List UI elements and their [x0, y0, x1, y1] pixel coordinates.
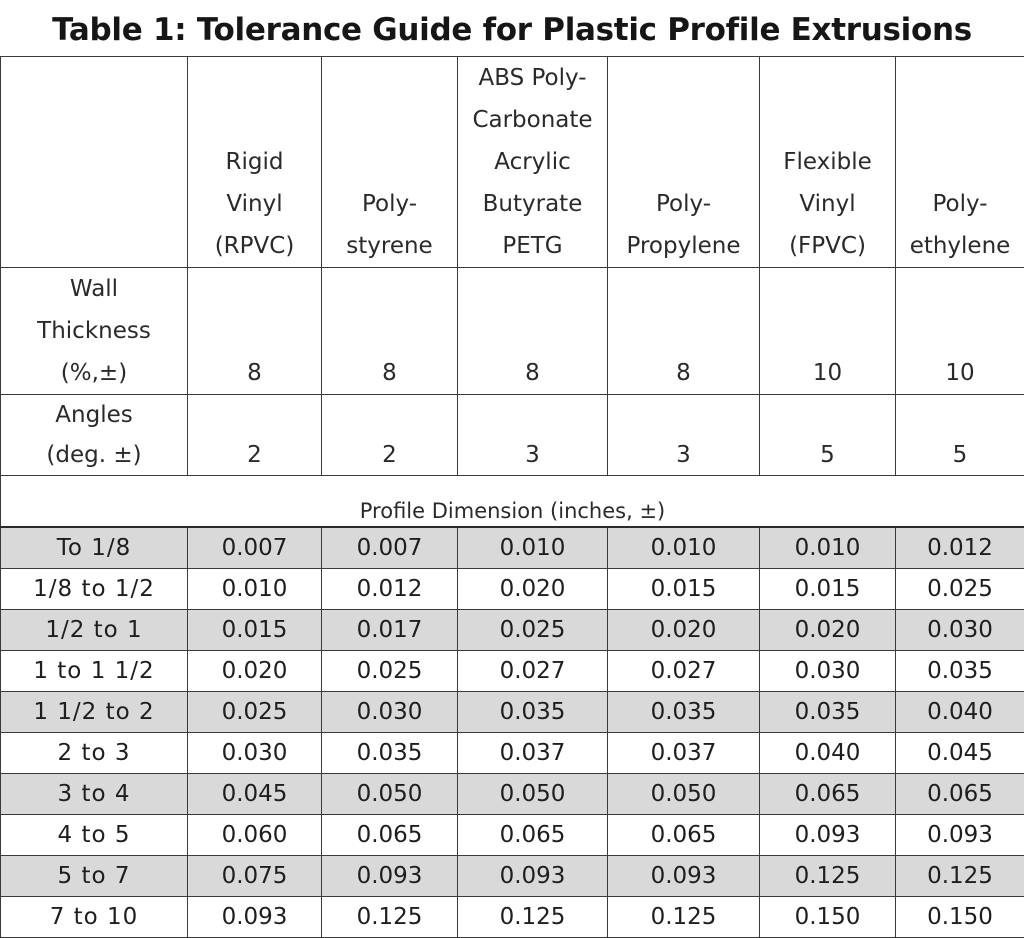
tolerance-value-cell: 0.025	[458, 610, 608, 651]
tolerance-value-cell: 0.012	[896, 527, 1024, 569]
tolerance-value-cell: 0.025	[188, 692, 322, 733]
tolerance-value-cell: 0.150	[760, 897, 896, 938]
column-header-polyethylene: Poly- ethylene	[896, 57, 1024, 268]
dimension-range-label: 5 to 7	[1, 856, 188, 897]
tolerance-value-cell: 0.125	[896, 856, 1024, 897]
table-row	[1, 527, 1024, 569]
tolerance-value-cell: 0.125	[760, 856, 896, 897]
dimension-range-label: 4 to 5	[1, 815, 188, 856]
dimension-range-label: To 1/8	[1, 527, 188, 569]
tolerance-value-cell: 0.015	[188, 610, 322, 651]
column-header-polypropylene: Poly- Propylene	[608, 57, 760, 268]
angles-value: 5	[896, 395, 1024, 476]
table-row	[1, 733, 1024, 774]
tolerance-value-cell: 0.040	[760, 733, 896, 774]
table-row	[1, 774, 1024, 815]
tolerance-value-cell: 0.125	[458, 897, 608, 938]
tolerance-value-cell: 0.093	[608, 856, 760, 897]
tolerance-value-cell: 0.045	[188, 774, 322, 815]
angles-value: 5	[760, 395, 896, 476]
tolerance-value-cell: 0.020	[608, 610, 760, 651]
tolerance-value-cell: 0.012	[322, 569, 458, 610]
column-header-flexible-vinyl: Flexible Vinyl (FPVC)	[760, 57, 896, 268]
tolerance-value-cell: 0.050	[608, 774, 760, 815]
tolerance-value-cell: 0.030	[896, 610, 1024, 651]
tolerance-value-cell: 0.035	[896, 651, 1024, 692]
tolerance-value-cell: 0.035	[458, 692, 608, 733]
tolerance-value-cell: 0.025	[322, 651, 458, 692]
tolerance-value-cell: 0.037	[608, 733, 760, 774]
tolerance-value-cell: 0.035	[760, 692, 896, 733]
tolerance-value-cell: 0.093	[188, 897, 322, 938]
tolerance-value-cell: 0.035	[608, 692, 760, 733]
tolerance-value-cell: 0.065	[458, 815, 608, 856]
tolerance-value-cell: 0.093	[458, 856, 608, 897]
dimension-range-label: 1 to 1 1/2	[1, 651, 188, 692]
tolerance-value-cell: 0.020	[458, 569, 608, 610]
tolerance-value-cell: 0.025	[896, 569, 1024, 610]
tolerance-value-cell: 0.150	[896, 897, 1024, 938]
wall-thickness-value: 10	[760, 268, 896, 395]
tolerance-value-cell: 0.040	[896, 692, 1024, 733]
column-header-abs-polycarbonate: ABS Poly- Carbonate Acrylic Butyrate PETG	[458, 57, 608, 268]
wall-thickness-label: Wall Thickness (%,±)	[1, 268, 188, 395]
wall-thickness-value: 8	[188, 268, 322, 395]
tolerance-value-cell: 0.065	[608, 815, 760, 856]
tolerance-value-cell: 0.050	[322, 774, 458, 815]
tolerance-value-cell: 0.050	[458, 774, 608, 815]
tolerance-value-cell: 0.035	[322, 733, 458, 774]
tolerance-value-cell: 0.037	[458, 733, 608, 774]
tolerance-value-cell: 0.027	[458, 651, 608, 692]
corner-header	[1, 57, 188, 268]
table-row	[1, 897, 1024, 938]
angles-value: 3	[608, 395, 760, 476]
tolerance-value-cell: 0.030	[322, 692, 458, 733]
tolerance-value-cell: 0.010	[458, 527, 608, 569]
wall-thickness-value: 10	[896, 268, 1024, 395]
dimension-range-label: 1/8 to 1/2	[1, 569, 188, 610]
table-row	[1, 692, 1024, 733]
profile-dimension-heading: Profile Dimension (inches, ±)	[1, 476, 1024, 528]
tolerance-value-cell: 0.030	[760, 651, 896, 692]
angles-label: Angles (deg. ±)	[1, 395, 188, 476]
wall-thickness-row	[1, 268, 1024, 395]
table-row	[1, 610, 1024, 651]
dimension-rows	[1, 527, 1024, 938]
tolerance-value-cell: 0.075	[188, 856, 322, 897]
table-row	[1, 815, 1024, 856]
tolerance-value-cell: 0.010	[760, 527, 896, 569]
wall-thickness-value: 8	[458, 268, 608, 395]
dimension-range-label: 3 to 4	[1, 774, 188, 815]
tolerance-value-cell: 0.010	[188, 569, 322, 610]
tolerance-value-cell: 0.020	[760, 610, 896, 651]
tolerance-value-cell: 0.015	[760, 569, 896, 610]
tolerance-value-cell: 0.045	[896, 733, 1024, 774]
tolerance-value-cell: 0.007	[322, 527, 458, 569]
tolerance-value-cell: 0.093	[760, 815, 896, 856]
tolerance-value-cell: 0.093	[322, 856, 458, 897]
tolerance-value-cell: 0.065	[322, 815, 458, 856]
tolerance-table	[0, 56, 1024, 938]
angles-value: 2	[322, 395, 458, 476]
tolerance-value-cell: 0.007	[188, 527, 322, 569]
table-title: Table 1: Tolerance Guide for Plastic Profile Extrusions	[0, 4, 1024, 56]
wall-thickness-value: 8	[322, 268, 458, 395]
angles-row	[1, 395, 1024, 476]
tolerance-value-cell: 0.015	[608, 569, 760, 610]
table-row	[1, 856, 1024, 897]
tolerance-value-cell: 0.125	[322, 897, 458, 938]
tolerance-value-cell: 0.093	[896, 815, 1024, 856]
tolerance-value-cell: 0.020	[188, 651, 322, 692]
dimension-range-label: 7 to 10	[1, 897, 188, 938]
tolerance-value-cell: 0.030	[188, 733, 322, 774]
table-row	[1, 651, 1024, 692]
angles-value: 3	[458, 395, 608, 476]
column-header-rigid-vinyl: Rigid Vinyl (RPVC)	[188, 57, 322, 268]
table-row	[1, 569, 1024, 610]
angles-value: 2	[188, 395, 322, 476]
dimension-range-label: 2 to 3	[1, 733, 188, 774]
tolerance-value-cell: 0.125	[608, 897, 760, 938]
column-header-polystyrene: Poly- styrene	[322, 57, 458, 268]
tolerance-value-cell: 0.027	[608, 651, 760, 692]
tolerance-value-cell: 0.017	[322, 610, 458, 651]
header-row	[1, 57, 1024, 268]
dimension-range-label: 1 1/2 to 2	[1, 692, 188, 733]
tolerance-value-cell: 0.060	[188, 815, 322, 856]
dimension-range-label: 1/2 to 1	[1, 610, 188, 651]
tolerance-value-cell: 0.065	[760, 774, 896, 815]
tolerance-value-cell: 0.065	[896, 774, 1024, 815]
tolerance-value-cell: 0.010	[608, 527, 760, 569]
wall-thickness-value: 8	[608, 268, 760, 395]
profile-dimension-row	[1, 476, 1024, 528]
